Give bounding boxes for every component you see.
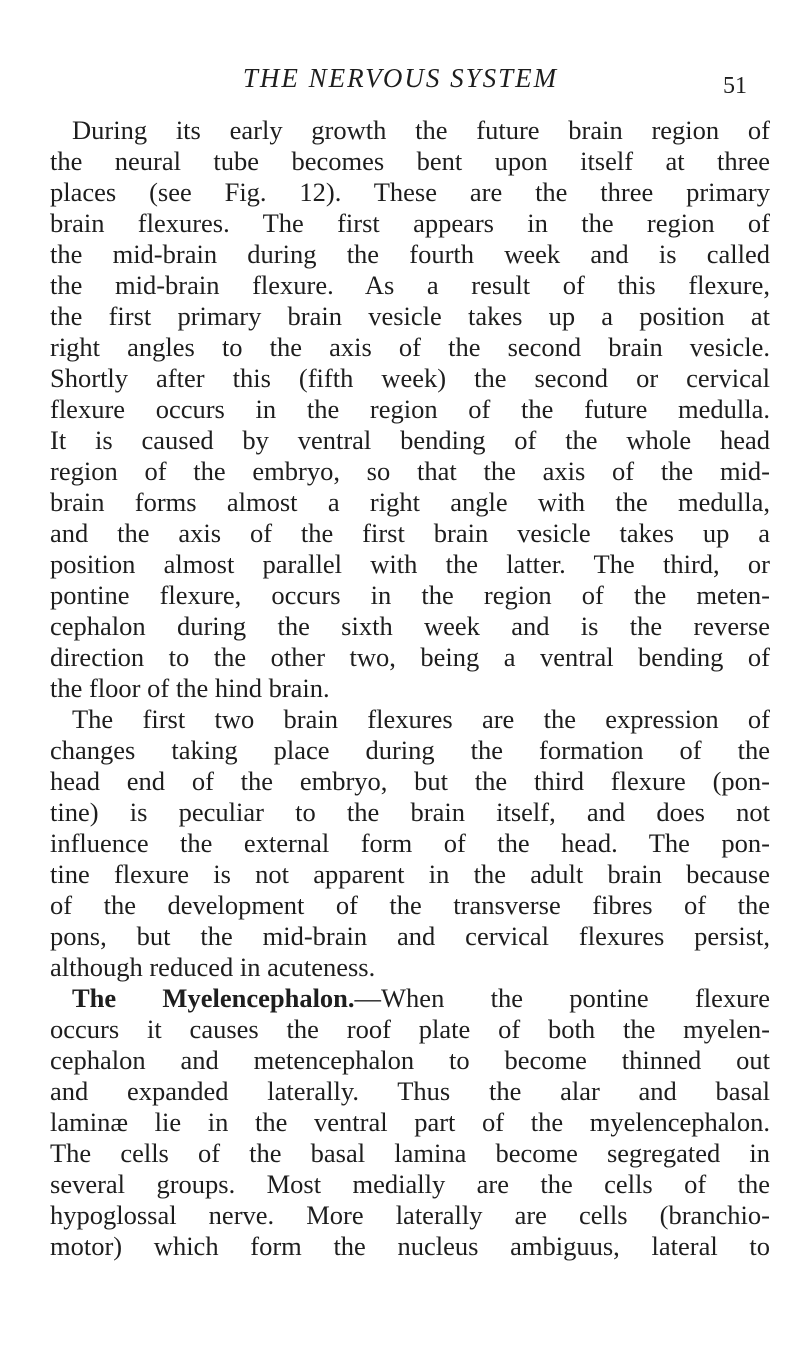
text-line: changes taking place during the formation of the — [50, 735, 770, 765]
text-line: right angles to the axis of the second brain vesicle. — [50, 332, 770, 362]
page-number: 51 — [723, 73, 747, 99]
text-line: influence the external form of the head. The pon- — [50, 828, 770, 858]
text-line: and the axis of the first brain vesicle takes up a — [50, 518, 770, 548]
text-line: The first two brain flexures are the expression of — [72, 704, 770, 734]
text-line: tine) is peculiar to the brain itself, and does not — [50, 797, 770, 827]
text-line: pontine flexure, occurs in the region of the meten- — [50, 580, 770, 610]
text-line: the mid-brain flexure. As a result of this flexure, — [50, 270, 770, 300]
text-line: the first primary brain vesicle takes up a position at — [50, 301, 770, 331]
text-line: laminæ lie in the ventral part of the myelencephalon. — [50, 1107, 770, 1137]
text-line: The cells of the basal lamina become segregated in — [50, 1138, 770, 1168]
text-line: several groups. Most medially are the cells of the — [50, 1169, 770, 1199]
running-title: THE NERVOUS SYSTEM — [242, 63, 559, 93]
body-text — [50, 115, 770, 1262]
text-line: cephalon during the sixth week and is the reverse — [50, 611, 770, 641]
text-line: pons, but the mid-brain and cervical flexures persist, — [50, 921, 770, 951]
text-line: During its early growth the future brain region of — [72, 115, 770, 145]
text-line: of the development of the transverse fibres of the — [50, 890, 770, 920]
text-line: the neural tube becomes bent upon itself at three — [50, 146, 770, 176]
text-line: brain flexures. The first appears in the region of — [50, 208, 770, 238]
text-line: and expanded laterally. Thus the alar and basal — [50, 1076, 770, 1106]
text-line: motor) which form the nucleus ambiguus, lateral to — [50, 1231, 770, 1261]
paragraph-brain-flexures — [50, 115, 770, 704]
text-line: the floor of the hind brain. — [50, 673, 330, 703]
text-line — [50, 983, 770, 1014]
text-line: brain forms almost a right angle with the medulla, — [50, 487, 770, 517]
text-line: head end of the embryo, but the third flexure (pon- — [50, 766, 770, 796]
text-line: hypoglossal nerve. More laterally are cells (branchio- — [50, 1200, 770, 1230]
text-line: the mid-brain during the fourth week and is called — [50, 239, 770, 269]
paragraph-flexure-significance — [50, 704, 770, 983]
text-line: region of the embryo, so that the axis of the mid- — [50, 456, 770, 486]
text-line: position almost parallel with the latter. The third, or — [50, 549, 770, 579]
text-line: occurs it causes the roof plate of both the myelen- — [50, 1014, 770, 1044]
section-heading: The Myelencephalon. — [72, 983, 355, 1013]
text-line: tine flexure is not apparent in the adult brain because — [50, 859, 770, 889]
text-line: cephalon and metencephalon to become thinned out — [50, 1045, 770, 1075]
paragraph-myelencephalon — [50, 983, 770, 1262]
text-line: direction to the other two, being a ventral bending of — [50, 642, 770, 672]
text-line: although reduced in acuteness. — [50, 952, 376, 982]
text-line: flexure occurs in the region of the future medulla. — [50, 394, 770, 424]
text-line: places (see Fig. 12). These are the three primary — [50, 177, 770, 207]
text-line: It is caused by ventral bending of the whole head — [50, 425, 770, 455]
text-line: Shortly after this (fifth week) the second or cervical — [50, 363, 770, 393]
text-run: —When the pontine flexure — [354, 983, 770, 1013]
